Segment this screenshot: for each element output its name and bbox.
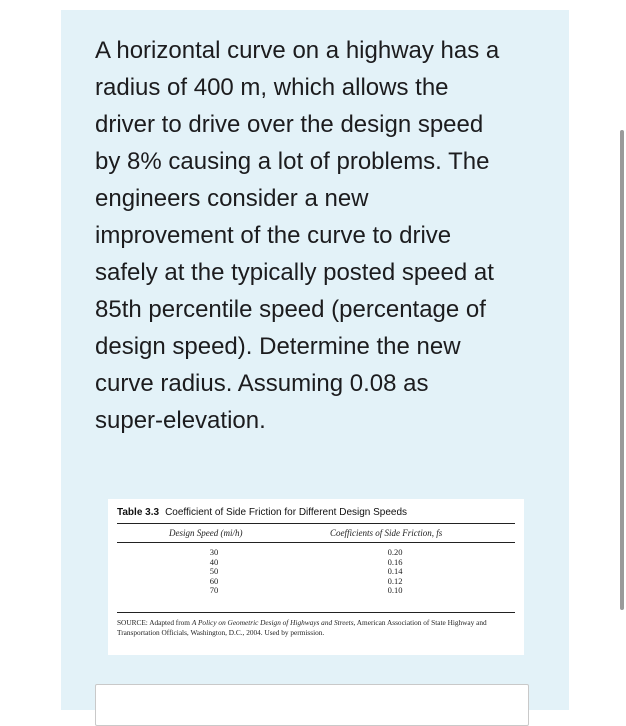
table-figure <box>108 499 524 655</box>
table-caption <box>117 507 407 518</box>
answer-input-box[interactable] <box>95 684 529 726</box>
source-title: A Policy on Geometric Design of Highways and Streets, <box>191 618 356 627</box>
friction-cell: 0.20 <box>387 547 403 557</box>
table-top-rule <box>117 523 515 524</box>
friction-cell: 0.10 <box>387 585 403 595</box>
source-label: SOURCE: <box>117 618 148 627</box>
speed-column <box>194 548 234 596</box>
table-bottom-rule <box>117 612 515 613</box>
speed-cell: 30 <box>209 547 219 557</box>
friction-cell: 0.16 <box>387 556 403 567</box>
question-text: A horizontal curve on a highway has a radius of 400 m, which allows the driver to drive over the design speed by 8% causing a lot of problems. The engineers consider a new improvement of the curve to drive safely at the typically posted speed at 85th percentile speed (percentage of design speed). Determine the new curve radius. Assuming 0.08 as super-elevation. <box>95 37 500 434</box>
table-title: Coefficient of Side Friction for Different Design Speeds <box>165 507 408 518</box>
friction-cell: 0.12 <box>387 575 403 586</box>
scrollbar[interactable] <box>620 130 624 610</box>
speed-cell: 40 <box>209 556 219 567</box>
source-prefix: Adapted from <box>149 618 190 627</box>
speed-cell: 60 <box>209 575 219 586</box>
table-source-note <box>117 618 517 637</box>
friction-column <box>375 548 415 596</box>
friction-cell: 0.14 <box>387 566 403 576</box>
column-header-friction: Coefficients of Side Friction, fs <box>330 528 443 538</box>
table-number: Table 3.3 <box>117 507 160 518</box>
speed-cell: 50 <box>209 566 219 576</box>
column-header-speed: Design Speed (mi/h) <box>169 528 243 538</box>
speed-cell: 70 <box>209 585 219 595</box>
header-rule <box>117 542 515 543</box>
source-rest: American Association of State Highway and Transportation Officials, Washington, D.C., 2004. Used by permission. <box>117 618 487 637</box>
